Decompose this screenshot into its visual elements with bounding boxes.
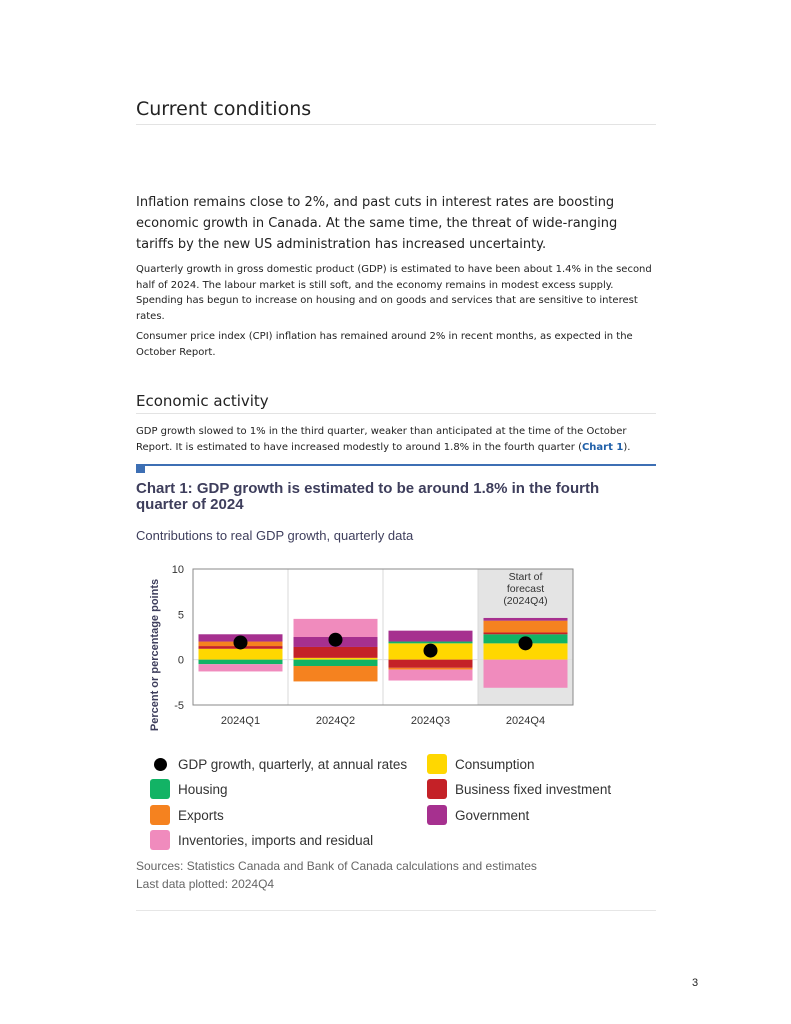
bar-housing-2024q2 [294, 660, 378, 666]
forecast-label: forecast [506, 583, 545, 595]
y-axis-label: Percent or percentage points [149, 578, 161, 732]
bar-business-fixed-investment-2024q3 [389, 660, 473, 668]
legend-item-gdp-growth-quarterly-at-annual-rates [150, 754, 407, 774]
x-tick-label: 2024Q4 [505, 715, 546, 727]
bottom-rule [136, 910, 656, 911]
paragraph-activity-end: ). [623, 441, 631, 453]
chart-sources: Sources: Statistics Canada and Bank of Canada calculations and estimates [136, 859, 537, 873]
bar-consumption-2024q2 [294, 658, 378, 660]
bar-inventories-imports-and-residual-2024q1 [199, 664, 283, 671]
bar-business-fixed-investment-2024q4 [484, 632, 568, 634]
x-tick-label: 2024Q1 [220, 715, 261, 727]
legend-label: GDP growth, quarterly, at annual rates [178, 756, 408, 772]
chart-1-link[interactable]: Chart 1 [581, 441, 624, 453]
legend-label: Business fixed investment [455, 781, 612, 797]
legend-swatch [150, 754, 170, 774]
x-tick-label: 2024Q2 [315, 715, 356, 727]
paragraph-activity-text: GDP growth slowed to 1% in the third quarter, weaker than anticipated at the time of the October Report. It is estimated to have increased modestly to around 1.8% in the fourth quarter ( [136, 426, 627, 453]
y-tick-label: 5 [177, 609, 184, 622]
legend-swatch [427, 754, 447, 774]
gdp-dot-2024q3 [424, 644, 438, 658]
lead-paragraph: Inflation remains close to 2%, and past cuts in interest rates are boosting economic growth in Canada. At the same time, the threat of wide-ranging tariffs by the new US administration has increased uncertainty. [136, 195, 618, 252]
paragraph-cpi: Consumer price index (CPI) inflation has remained around 2% in recent months, as expected in the October Report. [136, 331, 633, 358]
legend-label: Exports [178, 807, 224, 823]
legend-label: Government [455, 807, 530, 823]
legend-swatch [150, 830, 170, 850]
x-tick-label: 2024Q3 [410, 715, 451, 727]
bar-housing-2024q3 [389, 642, 473, 644]
bar-government-2024q3 [389, 631, 473, 642]
paragraph-gdp: Quarterly growth in gross domestic product (GDP) is estimated to have been about 1.4% in the second half of 2024. The labour market is still soft, and the economy remains in modest excess supply. Spending has begun to increase on housing and on goods and services that are sensitive to interest rates. [136, 264, 652, 322]
chart-last-data: Last data plotted: 2024Q4 [136, 877, 275, 891]
legend-swatch [150, 805, 170, 825]
legend-swatch [427, 805, 447, 825]
chart-subtitle: Contributions to real GDP growth, quarterly data [136, 528, 414, 543]
forecast-label: (2024Q4) [503, 595, 548, 607]
legend-item-consumption [427, 754, 535, 774]
chart-title: Chart 1: GDP growth is estimated to be around 1.8% in the fourth quarter of 2024 [136, 480, 600, 513]
legend-label: Inventories, imports and residual [178, 832, 374, 848]
bar-housing-2024q1 [199, 660, 283, 665]
y-tick-label: -5 [174, 700, 184, 712]
bar-exports-2024q3 [389, 668, 473, 670]
legend-item-inventories-imports-and-residual [150, 830, 373, 850]
legend-item-business-fixed-investment [427, 779, 611, 799]
bar-business-fixed-investment-2024q2 [294, 647, 378, 658]
forecast-label: Start of [508, 571, 543, 583]
legend-swatch [150, 779, 170, 799]
legend-label: Housing [178, 781, 228, 797]
legend-label: Consumption [455, 756, 535, 772]
legend-item-exports [150, 805, 224, 825]
y-tick-label: 10 [171, 564, 184, 576]
subsection-title: Economic activity [136, 392, 656, 414]
bar-inventories-imports-and-residual-2024q3 [389, 670, 473, 681]
legend-swatch [427, 779, 447, 799]
bar-government-2024q4 [484, 618, 568, 621]
bar-exports-2024q4 [484, 621, 568, 633]
gdp-dot-2024q2 [329, 633, 343, 647]
legend-item-government [427, 805, 529, 825]
section-title: Current conditions [136, 98, 656, 125]
legend-item-housing [150, 779, 228, 799]
bar-exports-2024q2 [294, 666, 378, 681]
bar-inventories-imports-and-residual-2024q4 [484, 660, 568, 688]
page-number: 3 [692, 977, 699, 989]
y-tick-label: 0 [177, 654, 184, 667]
gdp-dot-2024q4 [519, 636, 533, 650]
gdp-dot-2024q1 [234, 635, 248, 649]
bar-consumption-2024q1 [199, 649, 283, 660]
